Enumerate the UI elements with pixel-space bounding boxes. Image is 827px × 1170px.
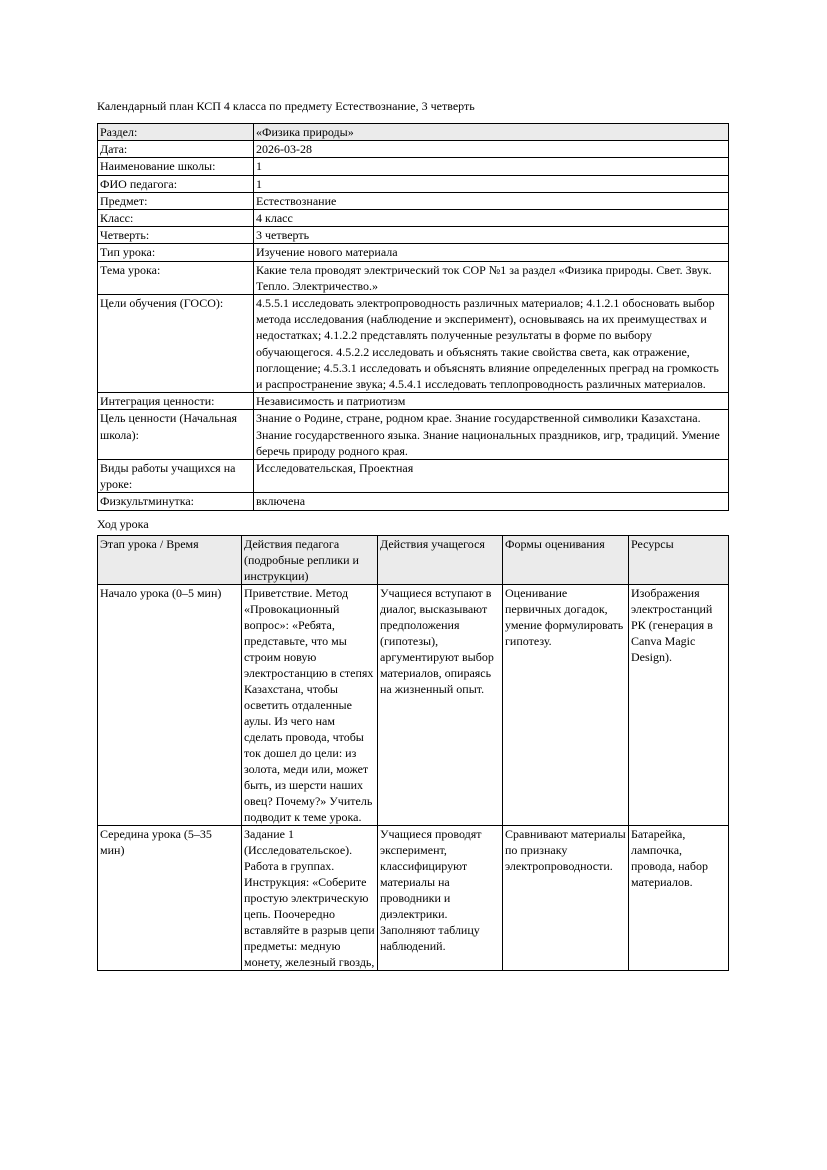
info-value-cell: 2026-03-28 <box>254 141 729 158</box>
table-row <box>98 460 729 493</box>
table-row <box>98 493 729 510</box>
table-row <box>98 244 729 261</box>
table-row <box>98 124 729 141</box>
table-row <box>98 192 729 209</box>
info-value-cell: Естествознание <box>254 192 729 209</box>
info-value-cell: Какие тела проводят электрический ток СОР №1 за раздел «Физика природы. Свет. Звук. Тепло. Электричество.» <box>254 261 729 294</box>
resources-cell: Изображения электростанций РК (генерация в Canva Magic Design). <box>629 584 729 825</box>
info-value-cell: 4.5.5.1 исследовать электропроводность различных материалов; 4.1.2.1 обосновать выбор метода исследования (наблюдение и эксперимент), основываясь на их преимуществах и недостатках; 4.1.2.2 представлять полученные результаты в форме по выбору обучающегося. 4.5.2.2 исследовать и объяснять такие свойства света, как отражение, поглощение; 4.5.3.1 исследовать и объяснять влияние определенных преград на громкость и распространение звука; 4.5.4.1 исследовать теплопроводность различных материалов. <box>254 295 729 393</box>
column-header-student-actions: Действия учащегося <box>378 535 503 584</box>
info-value-cell: Исследовательская, Проектная <box>254 460 729 493</box>
table-row <box>98 141 729 158</box>
info-label-cell: Физкультминутка: <box>98 493 254 510</box>
column-header-stage: Этап урока / Время <box>98 535 242 584</box>
table-row <box>98 295 729 393</box>
assessment-cell: Сравнивают материалы по признаку электропроводности. <box>503 825 629 970</box>
info-label-cell: Тема урока: <box>98 261 254 294</box>
info-value-cell: 4 класс <box>254 210 729 227</box>
info-value-cell: «Физика природы» <box>254 124 729 141</box>
stage-cell: Середина урока (5–35 мин) <box>98 825 242 970</box>
table-row <box>98 175 729 192</box>
table-row <box>98 158 729 175</box>
table-row <box>98 227 729 244</box>
info-value-cell: Знание о Родине, стране, родном крае. Знание государственной символики Казахстана. Знание государственного языка. Знание национальных праздников, игр, традиций. Умение беречь природу родного края. <box>254 410 729 460</box>
column-header-teacher-actions: Действия педагога (подробные реплики и инструкции) <box>242 535 378 584</box>
info-label-cell: Тип урока: <box>98 244 254 261</box>
stage-cell: Начало урока (0–5 мин) <box>98 584 242 825</box>
info-value-cell: включена <box>254 493 729 510</box>
info-label-cell: Четверть: <box>98 227 254 244</box>
info-label-cell: Виды работы учащихся на уроке: <box>98 460 254 493</box>
lesson-flow-table <box>97 535 729 971</box>
info-label-cell: Раздел: <box>98 124 254 141</box>
table-row <box>98 825 729 970</box>
info-label-cell: Дата: <box>98 141 254 158</box>
page-title: Календарный план КСП 4 класса по предмету Естествознание, 3 четверть <box>97 99 475 113</box>
info-value-cell: Изучение нового материала <box>254 244 729 261</box>
info-value-cell: 1 <box>254 158 729 175</box>
document-page <box>97 98 728 971</box>
info-label-cell: Предмет: <box>98 192 254 209</box>
student-actions-cell: Учащиеся проводят эксперимент, классифицируют материалы на проводники и диэлектрики. Заполняют таблицу наблюдений. <box>378 825 503 970</box>
teacher-actions-cell: Приветствие. Метод «Провокационный вопрос»: «Ребята, представьте, что мы строим новую электростанцию в степях Казахстана, чтобы осветить отдаленные аулы. Из чего нам сделать провода, чтобы ток дошел до цели: из золота, меди или, может быть, из шерсти наших овец? Почему?» Учитель подводит к теме урока. <box>242 584 378 825</box>
assessment-cell: Оценивание первичных догадок, умение формулировать гипотезу. <box>503 584 629 825</box>
lesson-flow-heading: Ход урока <box>97 516 149 531</box>
table-row <box>98 410 729 460</box>
column-header-resources: Ресурсы <box>629 535 729 584</box>
info-label-cell: ФИО педагога: <box>98 175 254 192</box>
info-label-cell: Класс: <box>98 210 254 227</box>
info-label-cell: Цели обучения (ГОСО): <box>98 295 254 393</box>
info-value-cell: 1 <box>254 175 729 192</box>
table-row <box>98 210 729 227</box>
column-header-assessment: Формы оценивания <box>503 535 629 584</box>
table-row <box>98 584 729 825</box>
info-label-cell: Интеграция ценности: <box>98 393 254 410</box>
info-label-cell: Наименование школы: <box>98 158 254 175</box>
table-header-row <box>98 535 729 584</box>
table-row <box>98 261 729 294</box>
student-actions-cell: Учащиеся вступают в диалог, высказывают предположения (гипотезы), аргументируют выбор материалов, опираясь на жизненный опыт. <box>378 584 503 825</box>
info-label-cell: Цель ценности (Начальная школа): <box>98 410 254 460</box>
lesson-info-table <box>97 123 729 511</box>
table-row <box>98 393 729 410</box>
info-value-cell: Независимость и патриотизм <box>254 393 729 410</box>
teacher-actions-cell: Задание 1 (Исследовательское). Работа в группах. Инструкция: «Соберите простую электрическую цепь. Поочередно вставляйте в разрыв цепи предметы: медную монету, железный гвоздь, <box>242 825 378 970</box>
resources-cell: Батарейка, лампочка, провода, набор материалов. <box>629 825 729 970</box>
info-value-cell: 3 четверть <box>254 227 729 244</box>
